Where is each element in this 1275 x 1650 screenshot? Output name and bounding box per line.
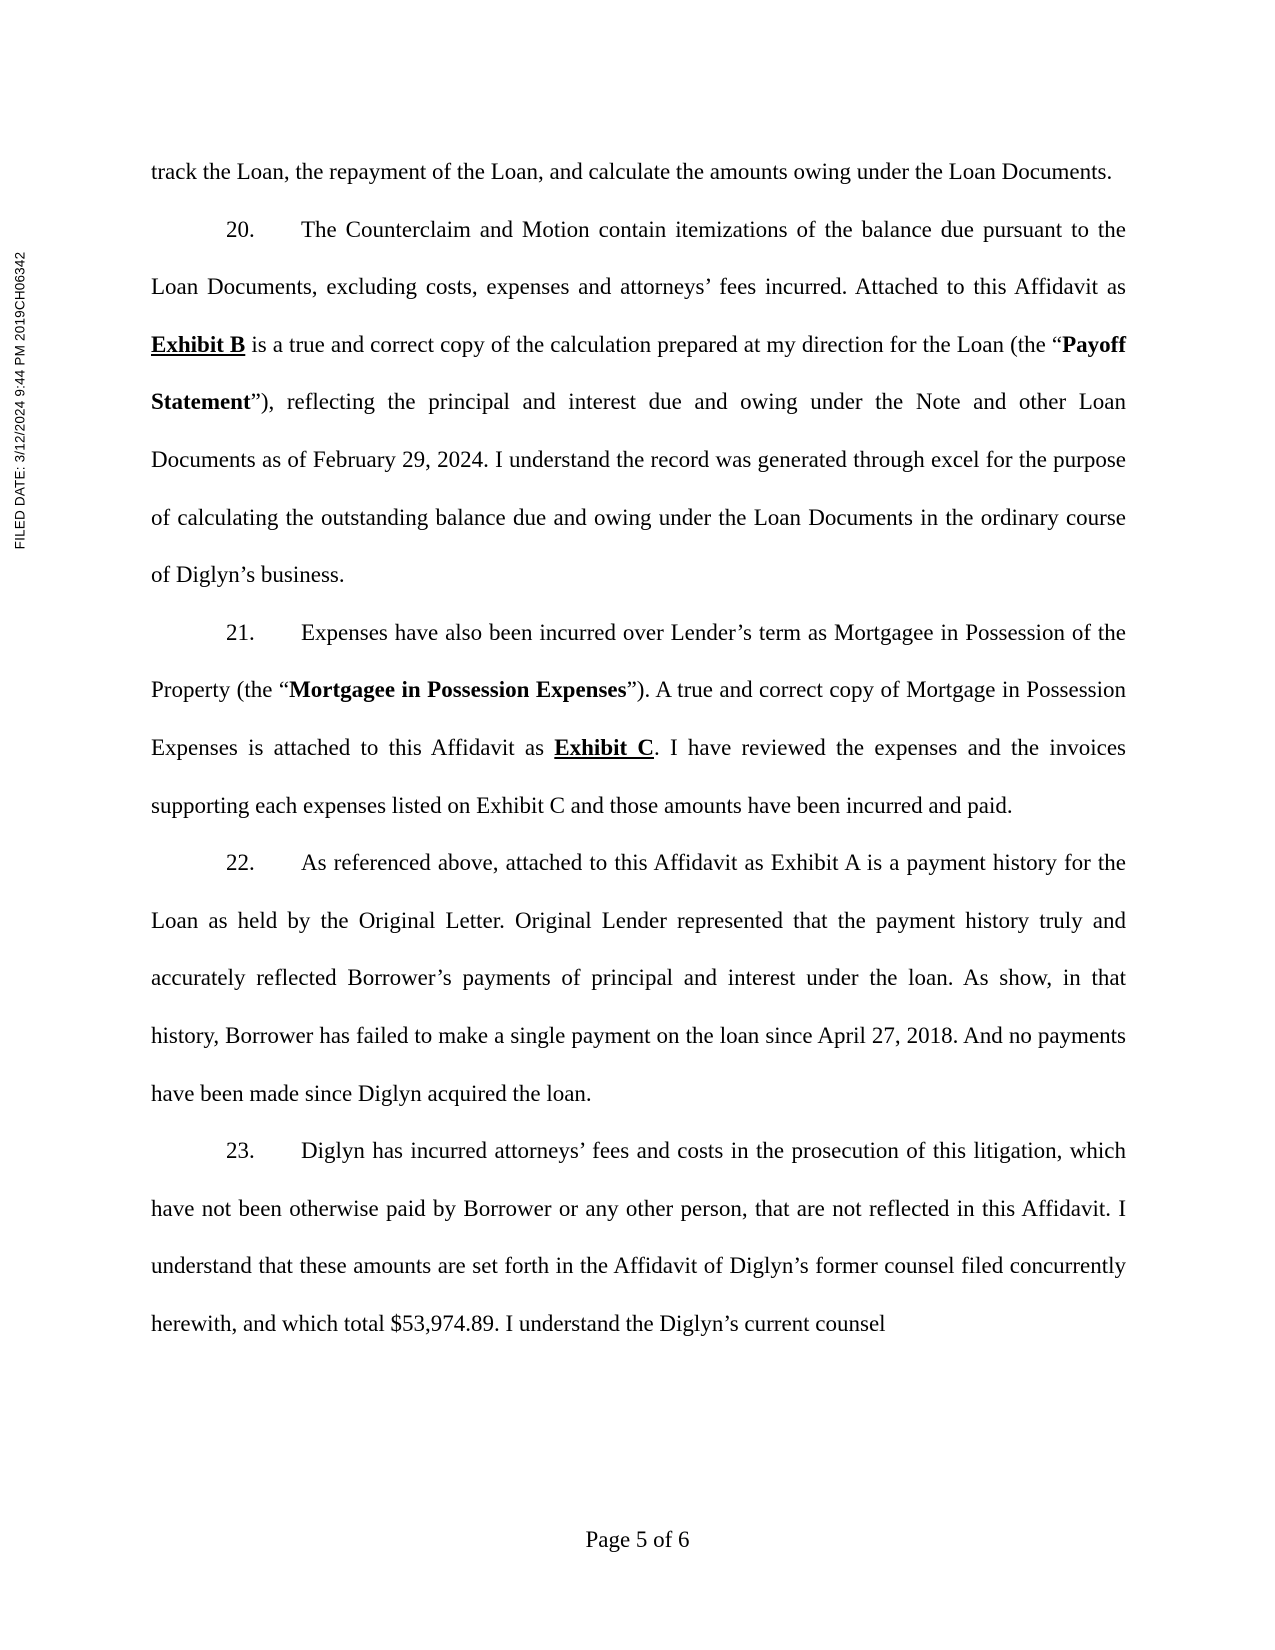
- filed-date-stamp: [10, 215, 30, 585]
- paragraph-number: 22.: [226, 850, 255, 876]
- paragraph-22: [151, 834, 1126, 1122]
- paragraph-text: is a true and correct copy of the calculation prepared at my direction for the Loan (the “: [245, 331, 1063, 357]
- paragraph-text: The Counterclaim and Motion contain itemizations of the balance due pursuant to the Loan Documents, excluding costs, expenses and attorneys’ fees incurred. Attached to this Affidavit as: [151, 216, 1126, 300]
- paragraph-text: ”). A true and correct copy of Mortgage in Possession Expenses is attached to this Affidavit as: [151, 677, 1126, 760]
- paragraph-continuation: [151, 143, 1126, 201]
- paragraph-number: 20.: [226, 216, 255, 242]
- paragraph-text: ”), reflecting the principal and interest due and owing under the Note and other Loan Documents as of February 29, 2024. I understand the record was generated through excel for the purpose of calculating the outstanding balance due and owing under the Loan Documents in the ordinary course of Diglyn’s business.: [151, 389, 1126, 588]
- paragraph-number: 23.: [226, 1138, 255, 1164]
- exhibit-b-reference: Exhibit B: [151, 331, 246, 357]
- paragraph-number: 21.: [226, 619, 255, 645]
- paragraph-23: [151, 1122, 1126, 1352]
- defined-term-mortgagee-expenses: Mortgagee in Possession Expenses: [289, 677, 627, 703]
- defined-term-payoff-statement: Payoff Statement: [151, 331, 1126, 415]
- page-footer: [0, 1527, 1275, 1553]
- paragraph-text: . I have reviewed the expenses and the invoices supporting each expenses listed on Exhibit C and those amounts have been incurred and paid.: [151, 734, 1126, 818]
- paragraph-text: Diglyn has incurred attorneys’ fees and costs in the prosecution of this litigation, which have not been otherwise paid by Borrower or any other person, that are not reflected in this Affidavit. I understand that these amounts are set forth in the Affidavit of Diglyn’s former counsel filed concurrently herewith, and which total $53,974.89. I understand the Diglyn’s current counsel: [151, 1138, 1126, 1336]
- paragraph-20: [151, 201, 1126, 604]
- paragraph-text: As referenced above, attached to this Affidavit as Exhibit A is a payment history for the Loan as held by the Original Letter. Original Lender represented that the payment history truly and accurately reflected Borrower’s payments of principal and interest under the loan. As show, in that history, Borrower has failed to make a single payment on the loan since April 27, 2018. And no payments have been made since Diglyn acquired the loan.: [151, 850, 1126, 1106]
- exhibit-c-reference: Exhibit C: [554, 734, 654, 760]
- paragraph-21: [151, 604, 1126, 834]
- filed-date-stamp-text: FILED DATE: 3/12/2024 9:44 PM 2019CH06342: [12, 251, 28, 549]
- paragraph-text: Expenses have also been incurred over Lender’s term as Mortgagee in Possession of the Property (the “: [151, 619, 1126, 703]
- paragraph-text: track the Loan, the repayment of the Loan, and calculate the amounts owing under the Loan Documents.: [151, 159, 1113, 184]
- document-body: [151, 143, 1126, 1352]
- page-number: Page 5 of 6: [585, 1527, 690, 1552]
